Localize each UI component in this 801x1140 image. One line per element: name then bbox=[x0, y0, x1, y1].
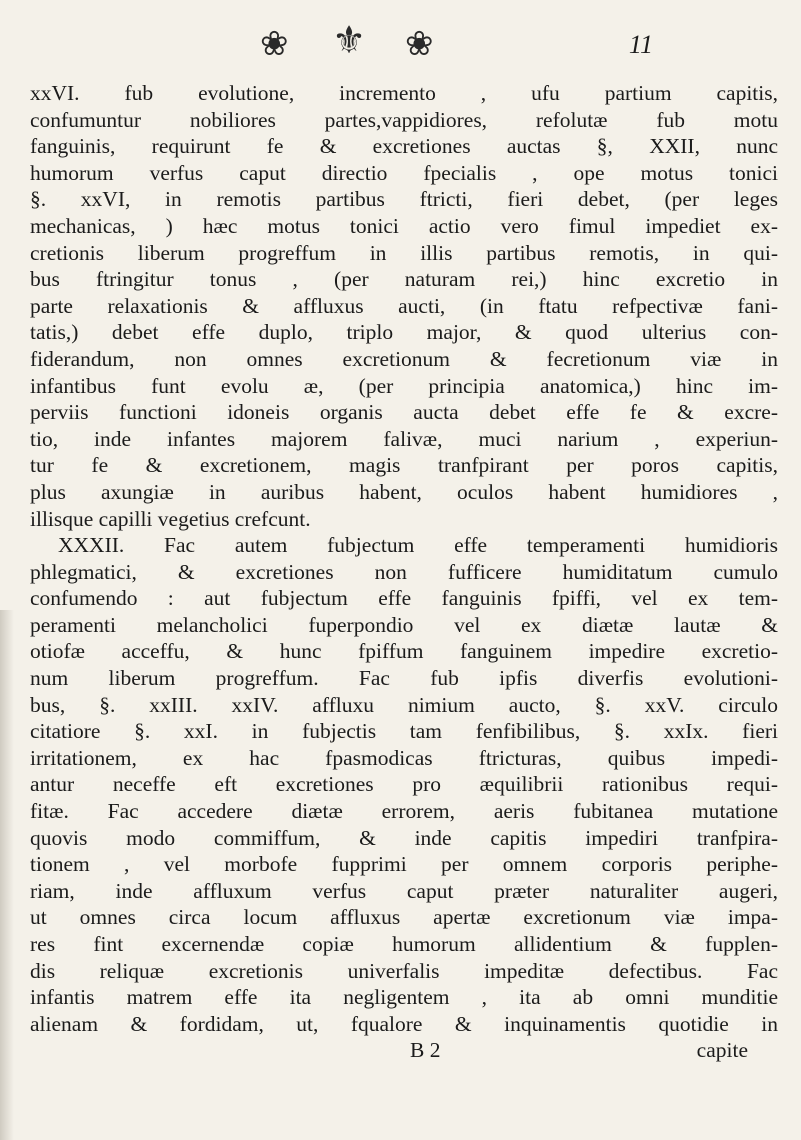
text-line: antur neceffe eft excretiones pro æquilibrii rationibus requi- bbox=[30, 772, 778, 797]
text-line: fitæ. Fac accedere diætæ errorem, aeris fubitanea mutatione bbox=[30, 799, 778, 824]
ornament-flower-left-icon: ❀ bbox=[260, 24, 289, 64]
text-line-paragraph-end: illisque capilli vegetius crefcunt. bbox=[30, 506, 311, 531]
text-line: quovis modo commiffum, & inde capitis impediri tranfpira- bbox=[30, 825, 778, 850]
text-line: §. xxVI, in remotis partibus ftricti, fieri debet, (per leges bbox=[30, 187, 778, 212]
text-line: alienam & fordidam, ut, fqualore & inquinamentis quotidie in bbox=[30, 1011, 778, 1036]
text-line: tatis,) debet effe duplo, triplo major, & quod ulterius con- bbox=[30, 320, 778, 345]
page-header bbox=[0, 18, 801, 74]
text-line: dis reliquæ excretionis univerfalis impeditæ defectibus. Fac bbox=[30, 958, 778, 983]
text-line: parte relaxationis & affluxus aucti, (in ftatu refpectivæ fani- bbox=[30, 293, 778, 318]
text-line: irritationem, ex hac fpasmodicas ftricturas, quibus impedi- bbox=[30, 745, 778, 770]
page-gutter-shadow bbox=[0, 610, 14, 1140]
body-text bbox=[30, 80, 778, 1064]
text-line: cretionis liberum progreffum in illis partibus remotis, in qui- bbox=[30, 240, 778, 265]
text-line: phlegmatici, & excretiones non fufficere humiditatum cumulo bbox=[30, 559, 778, 584]
text-line: humorum verfus caput directio fpecialis , ope motus tonici bbox=[30, 160, 778, 185]
text-line-paragraph-start: XXXII. Fac autem fubjectum effe temperamenti humidioris bbox=[58, 533, 778, 558]
text-line: riam, inde affluxum verfus caput præter naturaliter augeri, bbox=[30, 878, 778, 903]
text-line: ut omnes circa locum affluxus apertæ excretionum viæ impa- bbox=[30, 905, 778, 930]
page-footer bbox=[30, 1037, 778, 1064]
text-line: mechanicas, ) hæc motus tonici actio vero fimul impediet ex- bbox=[30, 213, 778, 238]
text-line: confumendo : aut fubjectum effe fanguinis fpiffi, vel ex tem- bbox=[30, 586, 778, 611]
text-line: res fint excernendæ copiæ humorum allidentium & fupplen- bbox=[30, 932, 778, 956]
text-line: plus axungiæ in auribus habent, oculos habent humidiores , bbox=[30, 479, 778, 504]
signature-mark: B 2 bbox=[410, 1038, 441, 1063]
text-line: citatiore §. xxI. in fubjectis tam fenfibilibus, §. xxIx. fieri bbox=[30, 719, 778, 744]
text-line: infantis matrem effe ita negligentem , ita ab omni munditie bbox=[30, 985, 778, 1010]
text-line: tio, inde infantes majorem falivæ, muci narium , experiun- bbox=[30, 426, 778, 451]
page-number: 11 bbox=[628, 30, 653, 59]
text-line: infantibus funt evolu æ, (per principia anatomica,) hinc im- bbox=[30, 373, 778, 398]
ornament-flower-right-icon: ❀ bbox=[405, 24, 434, 64]
text-line: otiofæ acceffu, & hunc fpiffum fanguinem impedire excretio- bbox=[30, 639, 778, 664]
text-line: bus ftringitur tonus , (per naturam rei,) hinc excretio in bbox=[30, 267, 778, 292]
text-line: perviis functioni idoneis organis aucta debet effe fe & excre- bbox=[30, 400, 778, 425]
text-line: tur fe & excretionem, magis tranfpirant per poros capitis, bbox=[30, 453, 778, 478]
text-line: num liberum progreffum. Fac fub ipfis diverfis evolutioni- bbox=[30, 666, 778, 691]
text-line: fanguinis, requirunt fe & excretiones auctas §, XXII, nunc bbox=[30, 134, 778, 159]
text-line: confumuntur nobiliores partes,vappidiores, refolutæ fub motu bbox=[30, 107, 778, 132]
text-line: tionem , vel morbofe fupprimi per omnem corporis periphe- bbox=[30, 852, 778, 877]
ornament-center-icon: ⚜ bbox=[332, 18, 367, 62]
text-line: bus, §. xxIII. xxIV. affluxu nimium aucto, §. xxV. circulo bbox=[30, 692, 778, 717]
text-line: fiderandum, non omnes excretionum & fecretionum viæ in bbox=[30, 346, 778, 371]
catchword: capite bbox=[696, 1038, 748, 1063]
text-line: xxVI. fub evolutione, incremento , ufu partium capitis, bbox=[30, 81, 778, 105]
text-line: peramenti melancholici fuperpondio vel ex diætæ lautæ & bbox=[30, 612, 778, 637]
